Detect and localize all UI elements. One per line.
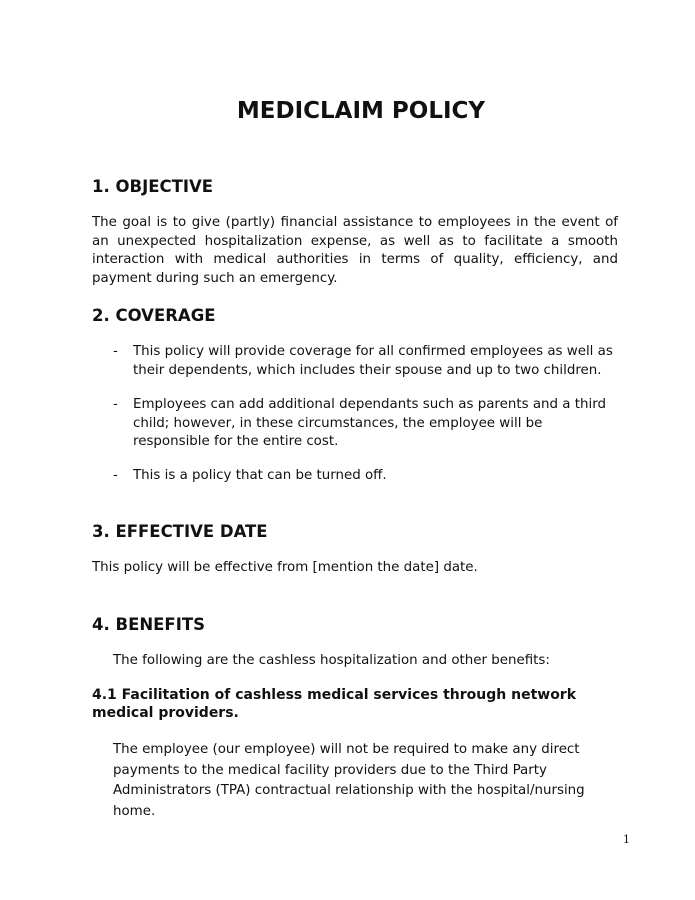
benefits-intro: The following are the cashless hospitalization and other benefits:: [113, 653, 550, 668]
coverage-bullet-text: This is a policy that can be turned off.: [133, 468, 387, 483]
page-number: 1: [623, 833, 630, 846]
bullet-marker: -: [113, 344, 118, 359]
document-title: MEDICLAIM POLICY: [236, 98, 486, 124]
coverage-bullet-text: This policy will provide coverage for all confirmed employees as well as their dependents, which includes their spouse and up to two children.: [133, 344, 613, 378]
subsection-4-1-paragraph: The employee (our employee) will not be required to make any direct payments to the medical facility providers due to the Third Party Administrators (TPA) contractual relationship with the hospital/nursing home.: [113, 742, 585, 819]
bullet-marker: -: [113, 397, 118, 412]
objective-heading: 1. OBJECTIVE: [92, 177, 214, 196]
coverage-bullet: [113, 343, 613, 380]
effective-date-paragraph: This policy will be effective from [mention the date] date.: [92, 560, 478, 575]
coverage-heading: 2. COVERAGE: [92, 306, 216, 325]
bullet-marker: -: [113, 468, 118, 483]
effective-date-heading: 3. EFFECTIVE DATE: [92, 522, 268, 541]
objective-paragraph: The goal is to give (partly) financial assistance to employees in the event of an unexpected hospitalization expense, as well as to facilitate a smooth interaction with medical authorities in terms of quality, efficiency, and payment during such an emergency.: [92, 215, 618, 286]
subsection-4-1-heading: 4.1 Facilitation of cashless medical services through network medical providers.: [92, 687, 577, 721]
coverage-bullet: [113, 396, 613, 452]
benefits-heading: 4. BENEFITS: [92, 615, 205, 634]
coverage-bullet: [113, 467, 613, 486]
coverage-bullet-text: Employees can add additional dependants such as parents and a third child; however, in these circumstances, the employee will be responsible for the entire cost.: [133, 397, 606, 449]
